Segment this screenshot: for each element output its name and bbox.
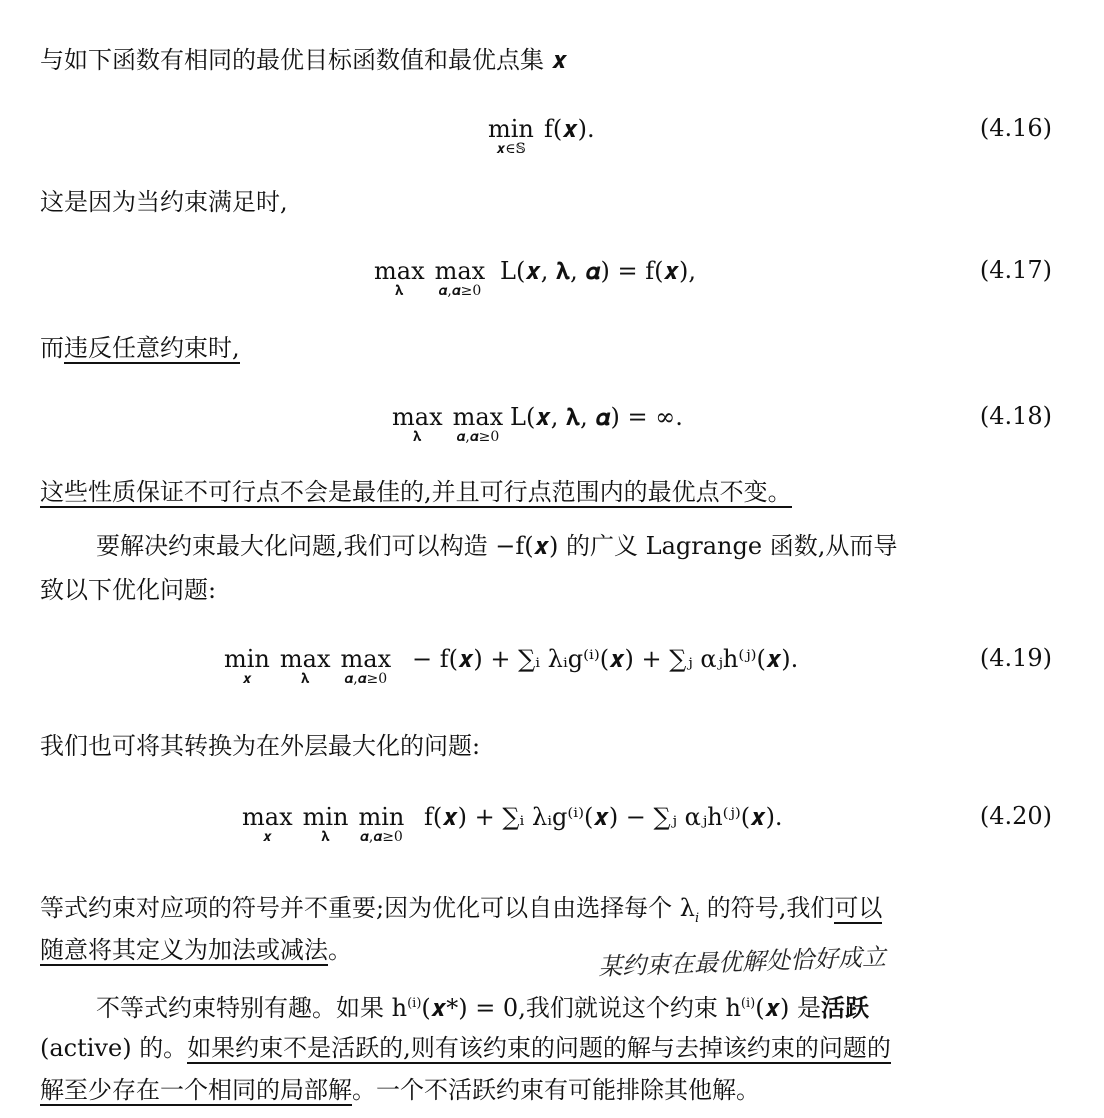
underlined-text: 违反任意约束时, <box>64 334 240 362</box>
equation-4-20-number: (4.20) <box>979 802 1052 830</box>
operator-max: max 𝜶,𝜶≥0 <box>452 403 504 445</box>
operator-min: min 𝜶,𝜶≥0 <box>358 803 405 845</box>
operator-max: max 𝛌 <box>279 645 331 687</box>
operator-max: max 𝜶,𝜶≥0 <box>434 257 486 299</box>
equation-4-19-body: − f(𝒙) + ∑ᵢ λᵢg⁽ⁱ⁾(𝒙) + ∑ⱼ αⱼh⁽ʲ⁾(𝒙). <box>412 645 799 673</box>
text-line-11 <box>40 1032 891 1064</box>
text-segment: (𝒙) 是 <box>755 994 822 1022</box>
operator-max: max 𝒙 <box>242 803 293 845</box>
subscript: i <box>694 910 700 926</box>
equation-4-18-operators <box>392 404 503 444</box>
operator-min: min 𝒙 <box>224 645 270 687</box>
text-line-9 <box>40 934 352 966</box>
text-line-2: 这是因为当约束满足时, <box>40 188 288 216</box>
text-line-10 <box>96 988 869 1024</box>
bold-term: 活跃 <box>821 993 870 1022</box>
text-line-3 <box>40 332 240 364</box>
text-segment: 的符号,我们 <box>699 894 835 922</box>
text-line-8 <box>40 892 882 935</box>
text-segment: 。 <box>328 936 352 964</box>
equation-4-16-operators <box>488 116 534 156</box>
superscript: (i) <box>407 996 422 1011</box>
equation-4-19-number: (4.19) <box>979 644 1052 672</box>
handwritten-annotation: 某约束在最优解处恰好成立 <box>597 942 887 982</box>
text-segment: (𝒙*) = 0,我们就说这个约束 h <box>421 994 741 1022</box>
operator-max: max 𝛌 <box>392 403 443 445</box>
equation-4-19-operators <box>224 646 391 686</box>
operator-max: max 𝜶,𝜶≥0 <box>340 645 392 687</box>
text-segment: 不等式约束特别有趣。如果 h <box>96 994 408 1022</box>
text-line-7: 我们也可将其转换为在外层最大化的问题: <box>40 732 481 760</box>
equation-4-17-operators <box>374 258 485 298</box>
underlined-text: 这些性质保证不可行点不会是最佳的,并且可行点范围内的最优点不变。 <box>40 478 792 506</box>
equation-4-20-operators <box>242 804 404 844</box>
text-segment: 而 <box>40 334 64 362</box>
text-segment: 。一个不活跃约束有可能排除其他解。 <box>352 1076 760 1104</box>
underlined-text: 解至少存在一个相同的局部解 <box>40 1076 352 1104</box>
text-segment: (active) 的。 <box>40 1034 188 1062</box>
text-line-12 <box>40 1074 760 1106</box>
equation-4-18-body: L(𝒙, 𝛌, 𝜶) = ∞. <box>510 403 683 431</box>
text-line-5: 要解决约束最大化问题,我们可以构造 −f(𝒙) 的广义 Lagrange 函数,从而导 <box>96 532 898 560</box>
underlined-text: 随意将其定义为加法或减法 <box>40 936 328 964</box>
equation-4-18-number: (4.18) <box>979 402 1052 430</box>
equation-4-16-number: (4.16) <box>979 114 1052 142</box>
equation-4-17-body: L(𝒙, 𝛌, 𝜶) = f(𝒙), <box>500 257 696 285</box>
underlined-text: 如果约束不是活跃的,则有该约束的问题的解与去掉该约束的问题的 <box>187 1034 891 1062</box>
text-line-4 <box>40 476 792 508</box>
equation-4-20-body: f(𝒙) + ∑ᵢ λᵢg⁽ⁱ⁾(𝒙) − ∑ⱼ αⱼh⁽ʲ⁾(𝒙). <box>424 803 783 831</box>
operator-max: max 𝛌 <box>374 257 425 299</box>
text-line-6: 致以下优化问题: <box>40 576 217 604</box>
equation-4-16-body: f(𝒙). <box>544 115 595 143</box>
underlined-text: 可以 <box>834 894 883 922</box>
equation-4-17-number: (4.17) <box>979 256 1052 284</box>
operator-min: min 𝛌 <box>302 803 349 845</box>
text-line-1: 与如下函数有相同的最优目标函数值和最优点集 𝒙 <box>40 46 568 74</box>
text-segment: 等式约束对应项的符号并不重要;因为优化可以自由选择每个 λ <box>40 894 695 922</box>
operator-min: min 𝒙∈𝕊 <box>488 115 534 157</box>
superscript: (i) <box>740 996 756 1011</box>
